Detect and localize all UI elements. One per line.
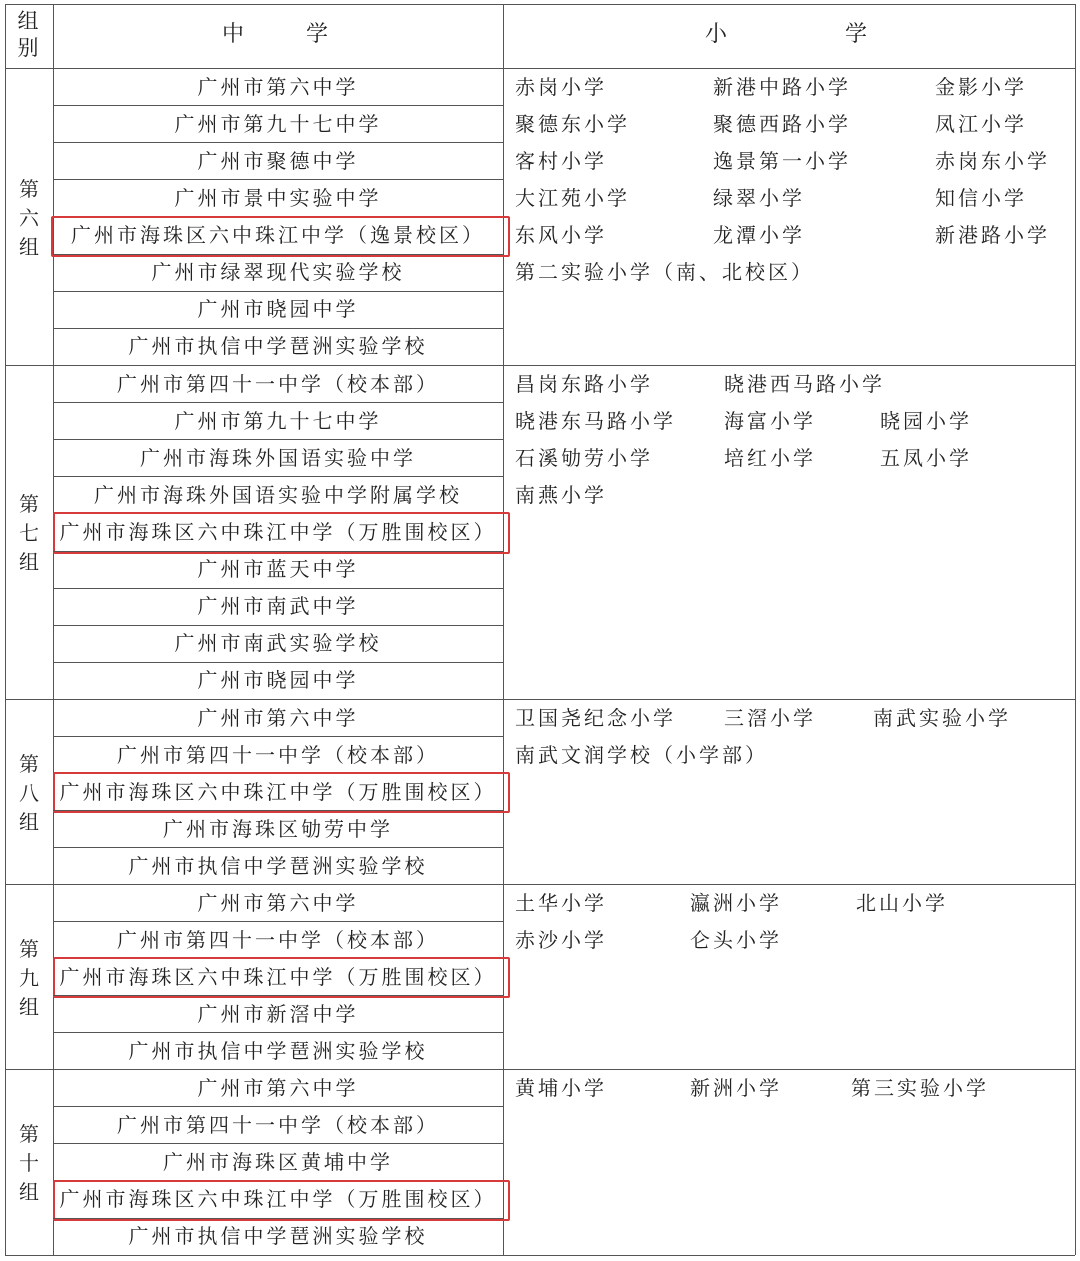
primary-school-name: 第三实验小学 bbox=[851, 1075, 989, 1100]
primary-school-name: 卫国尧纪念小学 bbox=[515, 705, 676, 730]
middle-school-name: 广州市海珠区六中珠江中学（逸景校区） bbox=[71, 223, 485, 248]
middle-row-rule bbox=[53, 476, 503, 477]
group-label: 第七组 bbox=[19, 492, 39, 574]
header-middle-label: 中 学 bbox=[221, 22, 334, 47]
middle-school-name: 广州市第九十七中学 bbox=[174, 408, 382, 433]
group-separator-rule bbox=[5, 884, 1075, 885]
middle-row-rule bbox=[53, 1106, 503, 1107]
group-label: 第九组 bbox=[19, 936, 39, 1019]
middle-school-name: 广州市第六中学 bbox=[197, 74, 359, 99]
middle-school-name: 广州市绿翠现代实验学校 bbox=[151, 260, 405, 285]
middle-school-name: 广州市海珠区六中珠江中学（万胜围校区） bbox=[59, 1187, 497, 1212]
middle-school-name: 广州市聚德中学 bbox=[197, 148, 359, 173]
middle-school-name: 广州市海珠区劬劳中学 bbox=[163, 816, 393, 841]
middle-school-name: 广州市第四十一中学（校本部） bbox=[117, 742, 439, 767]
group-separator-rule bbox=[5, 1069, 1075, 1070]
middle-school-name: 广州市第六中学 bbox=[197, 1075, 359, 1100]
middle-row-rule bbox=[53, 1143, 503, 1144]
middle-school-name: 广州市海珠区六中珠江中学（万胜围校区） bbox=[59, 520, 497, 544]
primary-school-name: 黄埔小学 bbox=[515, 1075, 607, 1100]
middle-school-name: 广州市海珠外国语实验中学 bbox=[140, 445, 416, 470]
highlight-box bbox=[53, 772, 510, 813]
primary-school-name: 东风小学 bbox=[515, 222, 607, 247]
primary-school-name: 金影小学 bbox=[935, 74, 1027, 99]
primary-school-name: 知信小学 bbox=[935, 185, 1027, 210]
middle-row-rule bbox=[53, 254, 503, 255]
middle-row-rule bbox=[53, 402, 503, 403]
primary-school-name: 聚德西路小学 bbox=[713, 111, 851, 136]
middle-row-rule bbox=[53, 1218, 503, 1219]
middle-school-name: 广州市南武实验学校 bbox=[174, 631, 382, 656]
primary-school-name: 赤岗小学 bbox=[515, 74, 607, 99]
middle-school-name: 广州市第四十一中学（校本部） bbox=[117, 927, 439, 952]
primary-school-name: 逸景第一小学 bbox=[713, 148, 851, 173]
header-group-char: 别 bbox=[17, 36, 39, 60]
middle-school-name: 广州市晓园中学 bbox=[197, 668, 359, 693]
group-label: 第十组 bbox=[19, 1122, 39, 1204]
primary-school-name: 晓园小学 bbox=[880, 408, 972, 433]
middle-school-name: 广州市蓝天中学 bbox=[197, 557, 359, 582]
middle-school-name: 广州市第四十一中学（校本部） bbox=[117, 1112, 439, 1137]
primary-school-name: 南燕小学 bbox=[515, 482, 607, 507]
primary-school-name: 土华小学 bbox=[515, 890, 607, 915]
middle-row-rule bbox=[53, 105, 503, 106]
primary-school-name: 北山小学 bbox=[856, 890, 948, 915]
middle-row-rule bbox=[53, 588, 503, 589]
table-top-rule bbox=[5, 4, 1075, 5]
group-separator-rule bbox=[5, 365, 1075, 366]
primary-school-name: 聚德东小学 bbox=[515, 111, 630, 136]
middle-row-rule bbox=[53, 810, 503, 811]
primary-school-name: 赤沙小学 bbox=[515, 927, 607, 952]
primary-school-name: 新港中路小学 bbox=[713, 74, 851, 99]
middle-school-name: 广州市执信中学琶洲实验学校 bbox=[128, 853, 428, 878]
primary-school-name: 五凤小学 bbox=[880, 445, 972, 470]
highlight-box bbox=[53, 1180, 510, 1221]
middle-row-rule bbox=[53, 625, 503, 626]
middle-row-rule bbox=[53, 291, 503, 292]
middle-row-rule bbox=[53, 142, 503, 143]
primary-school-name: 客村小学 bbox=[515, 148, 607, 173]
primary-school-name: 绿翠小学 bbox=[713, 185, 805, 210]
middle-school-name: 广州市第九十七中学 bbox=[174, 111, 382, 136]
primary-school-name: 晓港东马路小学 bbox=[515, 408, 676, 433]
primary-school-name: 石溪劬劳小学 bbox=[515, 445, 653, 470]
header-bottom-rule bbox=[5, 68, 1075, 69]
middle-row-rule bbox=[53, 328, 503, 329]
header-group-char: 组 bbox=[17, 9, 39, 33]
primary-school-name: 昌岗东路小学 bbox=[515, 371, 653, 396]
middle-school-name: 广州市第四十一中学（校本部） bbox=[117, 371, 439, 396]
middle-school-name: 广州市执信中学琶洲实验学校 bbox=[128, 1224, 428, 1249]
middle-school-name: 广州市晓园中学 bbox=[197, 297, 359, 322]
middle-row-rule bbox=[53, 995, 503, 996]
primary-school-name: 大江苑小学 bbox=[515, 185, 630, 210]
primary-school-name: 新洲小学 bbox=[690, 1075, 782, 1100]
primary-school-name: 仑头小学 bbox=[690, 927, 782, 952]
primary-school-name: 瀛洲小学 bbox=[690, 890, 782, 915]
primary-school-name: 第二实验小学（南、北校区） bbox=[515, 260, 814, 285]
middle-row-rule bbox=[53, 551, 503, 552]
primary-school-name: 凤江小学 bbox=[935, 111, 1027, 136]
middle-row-rule bbox=[53, 662, 503, 663]
header-group-label bbox=[5, 8, 51, 62]
primary-school-name: 龙潭小学 bbox=[713, 222, 805, 247]
middle-school-name: 广州市海珠外国语实验中学附属学校 bbox=[94, 482, 462, 507]
primary-school-name: 新港路小学 bbox=[935, 222, 1050, 247]
highlight-box bbox=[53, 957, 510, 998]
primary-school-name: 赤岗东小学 bbox=[935, 148, 1050, 173]
middle-school-name: 广州市第六中学 bbox=[197, 890, 359, 915]
group-label: 第六组 bbox=[19, 176, 39, 259]
group-label: 第八组 bbox=[19, 751, 39, 834]
middle-school-name: 广州市海珠区六中珠江中学（万胜围校区） bbox=[59, 779, 497, 804]
middle-column-rule bbox=[503, 4, 504, 1255]
table-right-rule bbox=[1075, 4, 1076, 1255]
group-separator-rule bbox=[5, 699, 1075, 700]
middle-row-rule bbox=[53, 179, 503, 180]
highlight-box bbox=[53, 512, 510, 553]
primary-school-name: 培红小学 bbox=[724, 445, 816, 470]
middle-row-rule bbox=[53, 736, 503, 737]
header-primary-label: 小 学 bbox=[704, 22, 873, 47]
middle-school-name: 广州市执信中学琶洲实验学校 bbox=[128, 1038, 428, 1063]
middle-school-name: 广州市新滘中学 bbox=[197, 1001, 359, 1026]
middle-row-rule bbox=[53, 439, 503, 440]
primary-school-name: 三滘小学 bbox=[724, 705, 816, 730]
middle-row-rule bbox=[53, 921, 503, 922]
middle-school-name: 广州市第六中学 bbox=[197, 705, 359, 730]
middle-school-name: 广州市海珠区黄埔中学 bbox=[163, 1150, 393, 1174]
primary-school-name: 海富小学 bbox=[724, 408, 816, 433]
primary-school-name: 晓港西马路小学 bbox=[724, 371, 885, 396]
middle-school-name: 广州市执信中学琶洲实验学校 bbox=[128, 334, 428, 359]
middle-row-rule bbox=[53, 1032, 503, 1033]
table-bottom-rule bbox=[5, 1255, 1075, 1256]
middle-school-name: 广州市南武中学 bbox=[197, 594, 359, 619]
table-left-rule bbox=[5, 4, 6, 1255]
primary-school-name: 南武文润学校（小学部） bbox=[515, 742, 768, 767]
middle-school-name: 广州市海珠区六中珠江中学（万胜围校区） bbox=[59, 964, 497, 989]
primary-school-name: 南武实验小学 bbox=[873, 705, 1011, 730]
middle-row-rule bbox=[53, 847, 503, 848]
middle-school-name: 广州市景中实验中学 bbox=[174, 185, 382, 210]
highlight-box bbox=[51, 216, 510, 257]
